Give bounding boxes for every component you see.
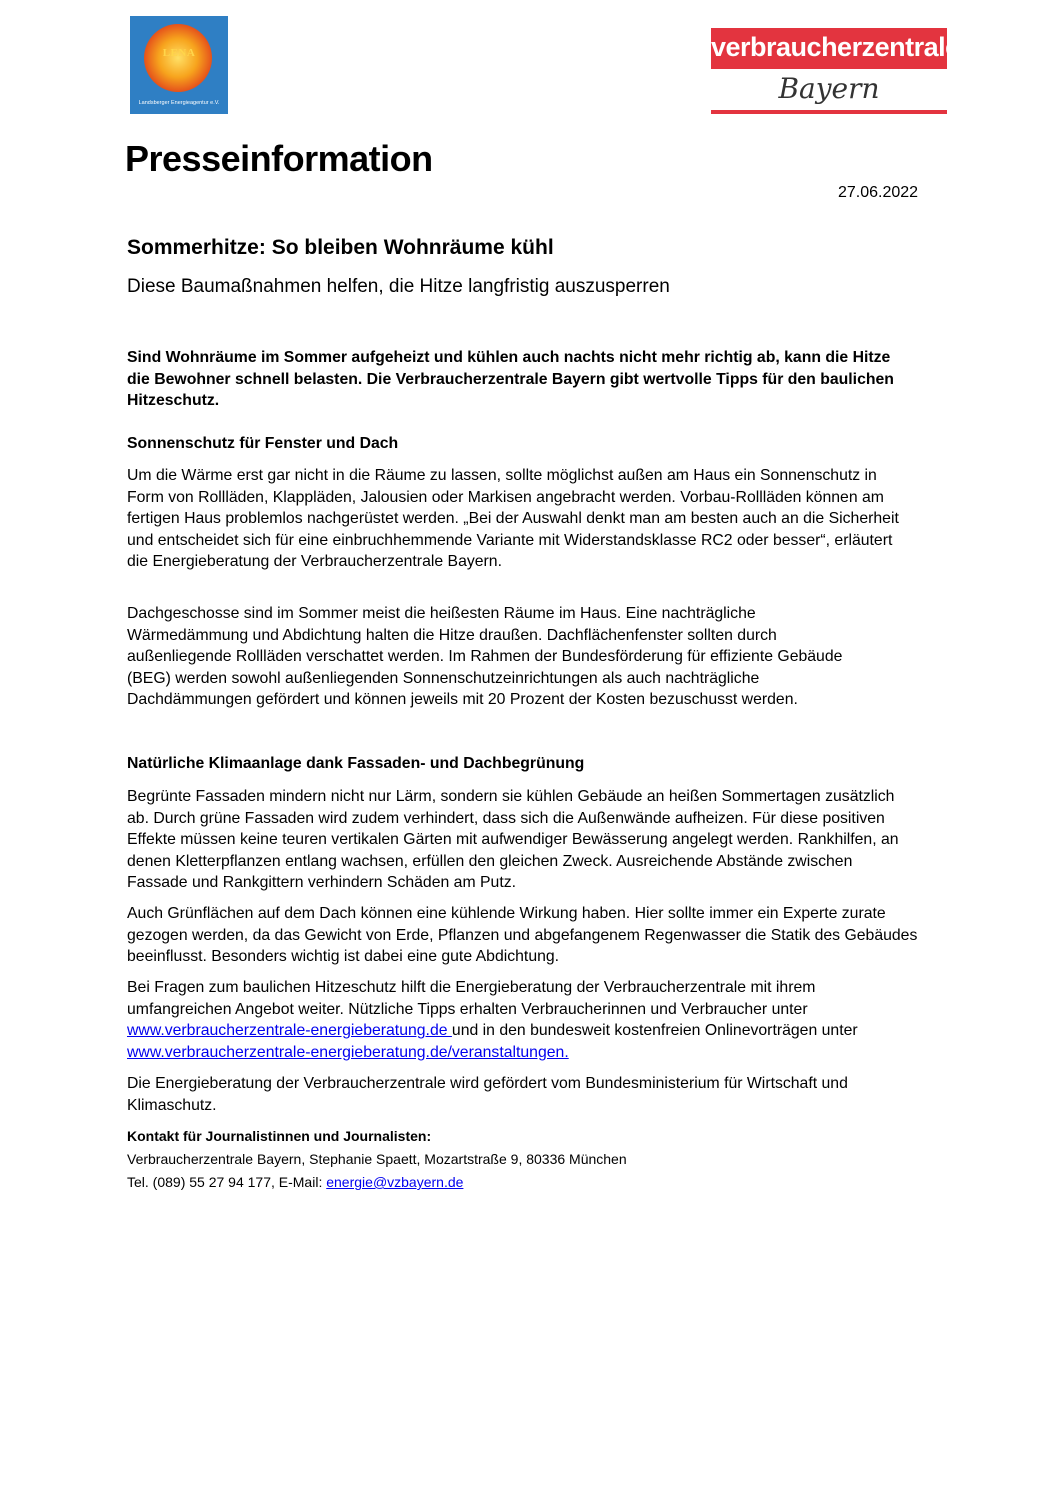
section-heading-sonnenschutz: Sonnenschutz für Fenster und Dach bbox=[127, 435, 399, 452]
veranstaltungen-link[interactable]: www.verbraucherzentrale-energieberatung.de/veranstaltungen. bbox=[127, 1043, 569, 1061]
section-heading-begruenung: Natürliche Klimaanlage dank Fassaden- und Dachbegrünung bbox=[127, 755, 585, 772]
lena-logo bbox=[130, 16, 228, 114]
press-title: Sommerhitze: So bleiben Wohnräume kühl bbox=[127, 236, 554, 259]
lead-paragraph: Sind Wohnräume im Sommer aufgeheizt und kühlen auch nachts nicht mehr richtig ab, kann die Hitze die Bewohner schnell belasten. Die Verbraucherzentrale Bayern gibt wertvolle Tipps für den baulichen Hitzeschutz. bbox=[127, 349, 894, 410]
verbraucherzentrale-logo bbox=[711, 28, 960, 116]
paragraph-links bbox=[127, 977, 912, 1063]
contact-address: Verbraucherzentrale Bayern, Stephanie Spaett, Mozartstraße 9, 80336 München bbox=[127, 1151, 627, 1167]
vz-logo-word: verbraucherzentrale bbox=[711, 32, 960, 62]
energieberatung-link[interactable]: www.verbraucherzentrale-energieberatung.de bbox=[127, 1022, 452, 1040]
paragraph: Dachgeschosse sind im Sommer meist die heißesten Räume im Haus. Eine nachträgliche Wärmedämmung und Abdichtung halten die Hitze draußen. Dachflächenfenster sollten durch außenliegende Rollläden verschattet werden. Im Rahmen der Bundesförderung für effiziente Gebäude (BEG) werden sowohl außenliegenden Sonnenschutzeinrichtungen als auch nachträgliche Dachdämmungen gefördert und können jeweils mit 20 Prozent der Kosten bezuschusst werden. bbox=[127, 605, 843, 709]
lena-logo-word: LENA bbox=[162, 47, 196, 59]
page-heading: Presseinformation bbox=[125, 138, 433, 179]
contact-heading: Kontakt für Journalistinnen und Journalisten: bbox=[127, 1128, 432, 1144]
paragraph: Um die Wärme erst gar nicht in die Räume zu lassen, sollte möglichst außen am Haus ein Sonnenschutz in Form von Rollläden, Klappläden, Jalousien oder Markisen angebracht werden. Vorbau-Rollläden können am fertigen Haus problemlos nachgerüstet werden. „Bei der Auswahl denkt man am besten auch an die Sicherheit und entscheidet sich für eine einbruchhemmende Variante mit Widerstandsklasse RC2 oder besser“, erläutert die Energieberatung der Verbraucherzentrale Bayern. bbox=[127, 467, 899, 571]
contact-email-link[interactable]: energie@vzbayern.de bbox=[326, 1174, 464, 1190]
press-subtitle: Diese Baumaßnahmen helfen, die Hitze langfristig auszusperren bbox=[127, 276, 670, 297]
paragraph: Begrünte Fassaden mindern nicht nur Lärm, sondern sie kühlen Gebäude an heißen Sommertagen zusätzlich ab. Durch grüne Fassaden wird zudem verhindert, dass sich die Außenwände aufheizen. Für diese positiven Effekte müssen keine teuren vertikalen Gärten mit aufwendiger Bewässerung angelegt werden. Rankhilfen, an denen Kletterpflanzen entlang wachsen, erfüllen den gleichen Zweck. Ausreichende Abstände zwischen Fassade und Rankgittern verhindern Schäden am Putz. bbox=[127, 788, 899, 892]
press-date: 27.06.2022 bbox=[838, 184, 919, 201]
paragraph-text: Bei Fragen zum baulichen Hitzeschutz hilft die Energieberatung der Verbraucherzentrale mit ihrem umfangreichen Angebot weiter. Nützliche Tipps erhalten Verbraucherinnen und Verbraucher unter bbox=[127, 979, 816, 1018]
vz-logo-underline bbox=[711, 110, 947, 114]
lena-logo-caption: Landsberger Energieagentur e.V. bbox=[138, 100, 220, 106]
paragraph: Die Energieberatung der Verbraucherzentrale wird gefördert vom Bundesministerium für Wirtschaft und Klimaschutz. bbox=[127, 1075, 848, 1114]
paragraph: Auch Grünflächen auf dem Dach können eine kühlende Wirkung haben. Hier sollte immer ein Experte zurate gezogen werden, da das Gewicht von Erde, Pflanzen und abgefangenem Regenwasser die Statik des Gebäudes beeinflusst. Besonders wichtig ist dabei eine gute Abdichtung. bbox=[127, 905, 918, 966]
paragraph-text: und in den bundesweit kostenfreien Onlinevorträgen unter bbox=[451, 1022, 858, 1040]
vz-logo-region: Bayern bbox=[778, 72, 880, 105]
contact-tel: Tel. (089) 55 27 94 177, E-Mail: bbox=[127, 1174, 327, 1190]
contact-line bbox=[127, 1172, 927, 1192]
